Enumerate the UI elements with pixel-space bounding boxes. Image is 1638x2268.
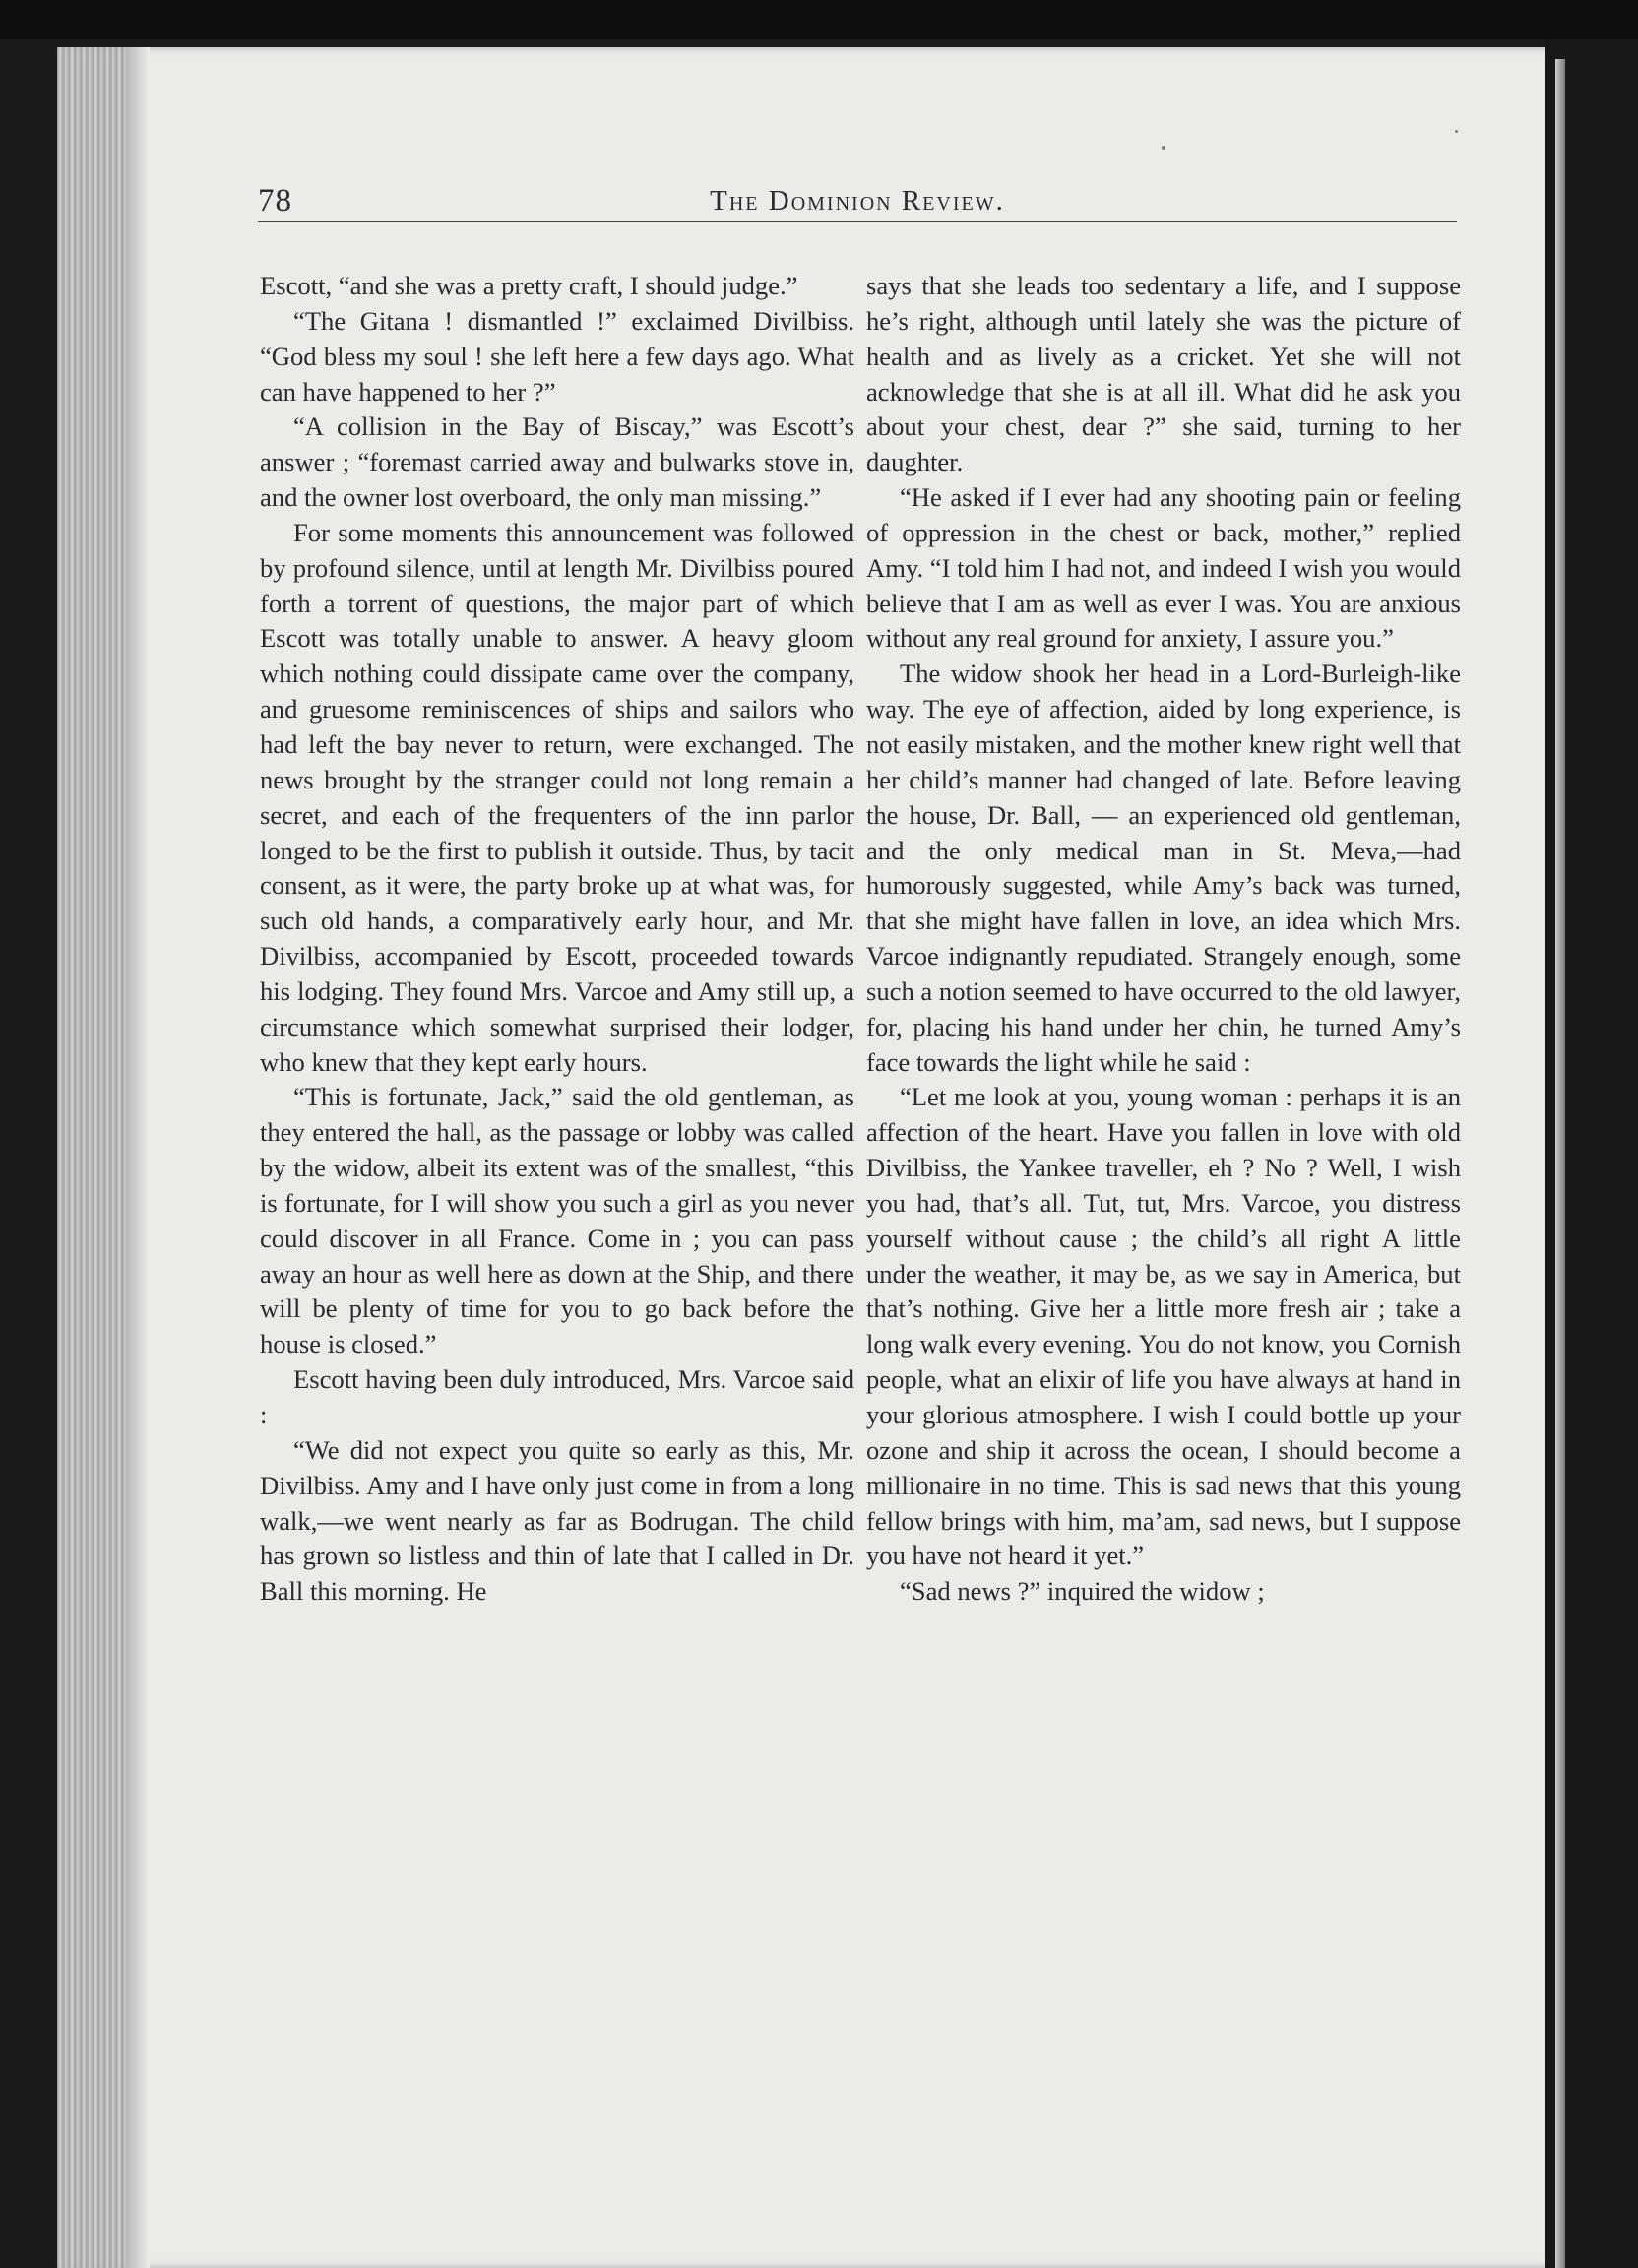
paragraph: “This is fortunate, Jack,” said the old gentleman, as they entered the hall, as the passage or lobby was called by the widow, albeit its extent was of the smallest, “this is fortunate, for I will show you such a girl as you never could discover in all France. Come in ; you can pass away an hour as well here as down at the Ship, and there will be plenty of time for you to go back before the house is closed.” bbox=[260, 1082, 854, 1359]
next-page-edge bbox=[1555, 59, 1565, 2268]
paragraph: says that she leads too sedentary a life, and I suppose he’s right, although until lately she was the picture of health and as lively as a cricket. Yet she will not acknowledge that she is at all ill. What did he ask you about your chest, dear ?” she said, turning to her daughter. bbox=[866, 271, 1461, 477]
paragraph: Escott having been duly introduced, Mrs. Varcoe said : bbox=[260, 1364, 854, 1429]
running-title: The Dominion Review. bbox=[710, 185, 1005, 217]
right-text-column bbox=[866, 269, 1461, 1609]
paper-speck bbox=[1455, 130, 1458, 133]
paragraph: “Sad news ?” inquired the widow ; bbox=[900, 1576, 1265, 1606]
paragraph: “The Gitana ! dismantled !” exclaimed Divilbiss. “God bless my soul ! she left here a few days ago. What can have happened to her ?” bbox=[260, 305, 854, 407]
paragraph: “He asked if I ever had any shooting pain or feeling of oppression in the chest or back, mother,” replied Amy. “I told him I had not, and indeed I wish you would believe that I am as well as ever I was. You are anxious without any real ground for anxiety, I assure you.” bbox=[866, 482, 1461, 654]
paragraph: “We did not expect you quite so early as this, Mr. Divilbiss. Amy and I have only just come in from a long walk,—we went nearly as far as Bodrugan. The child has grown so listless and thin of late that I called in Dr. Ball this morning. He bbox=[260, 1434, 854, 1606]
paper-speck bbox=[1162, 146, 1166, 150]
header-rule bbox=[258, 220, 1457, 222]
paragraph: For some moments this announcement was followed by profound silence, until at length Mr. Divilbiss poured forth a torrent of questions, the major part of which Escott was totally unable to answer. A heavy gloom which nothing could dissipate came over the company, and gruesome reminiscences of ships and sailors who had left the bay never to return, were exchanged. The news brought by the stranger could not long remain a secret, and each of the frequenters of the inn parlor longed to be the first to publish it outside. Thus, by tacit consent, as it were, the party broke up at what was, for such old hands, a comparatively early hour, and Mr. Divilbiss, accompanied by Escott, proceeded towards his lodging. They found Mrs. Varcoe and Amy still up, a circumstance which somewhat surprised their lodger, who knew that they kept early hours. bbox=[260, 517, 854, 1077]
page-header bbox=[258, 179, 1457, 226]
paragraph: “A collision in the Bay of Biscay,” was Escott’s answer ; “foremast carried away and bulwarks stove in, and the owner lost overboard, the only man missing.” bbox=[260, 411, 854, 513]
paragraph: Escott, “and she was a pretty craft, I should judge.” bbox=[260, 271, 798, 300]
left-text-column bbox=[260, 269, 854, 1609]
book-page-edges bbox=[57, 47, 126, 2268]
book-gutter-shadow bbox=[126, 47, 150, 2268]
paragraph: The widow shook her head in a Lord-Burleigh-like way. The eye of affection, aided by long experience, is not easily mistaken, and the mother knew right well that her child’s manner had changed of late. Before leaving the house, Dr. Ball, — an experienced old gentleman, and the only medical man in St. Meva,—had humorously suggested, while Amy’s back was turned, that she might have fallen in love, an idea which Mrs. Varcoe indignantly repudiated. Strangely enough, some such a notion seemed to have occurred to the old lawyer, for, placing his hand under her chin, he turned Amy’s face towards the light while he said : bbox=[866, 659, 1461, 1077]
page-number: 78 bbox=[258, 183, 292, 219]
paragraph: “Let me look at you, young woman : perhaps it is an affection of the heart. Have you fallen in love with old Divilbiss, the Yankee traveller, eh ? No ? Well, I wish you had, that’s all. Tut, tut, Mrs. Varcoe, you distress yourself without cause ; the child’s all right A little under the weather, it may be, as we say in America, but that’s nothing. Give her a little more fresh air ; take a long walk every evening. You do not know, you Cornish people, what an elixir of life you have always at hand in your glorious atmosphere. I wish I could bottle up your ozone and ship it across the ocean, I should become a millionaire in no time. This is sad news that this young fellow brings with him, ma’am, sad news, but I suppose you have not heard it yet.” bbox=[866, 1082, 1461, 1571]
